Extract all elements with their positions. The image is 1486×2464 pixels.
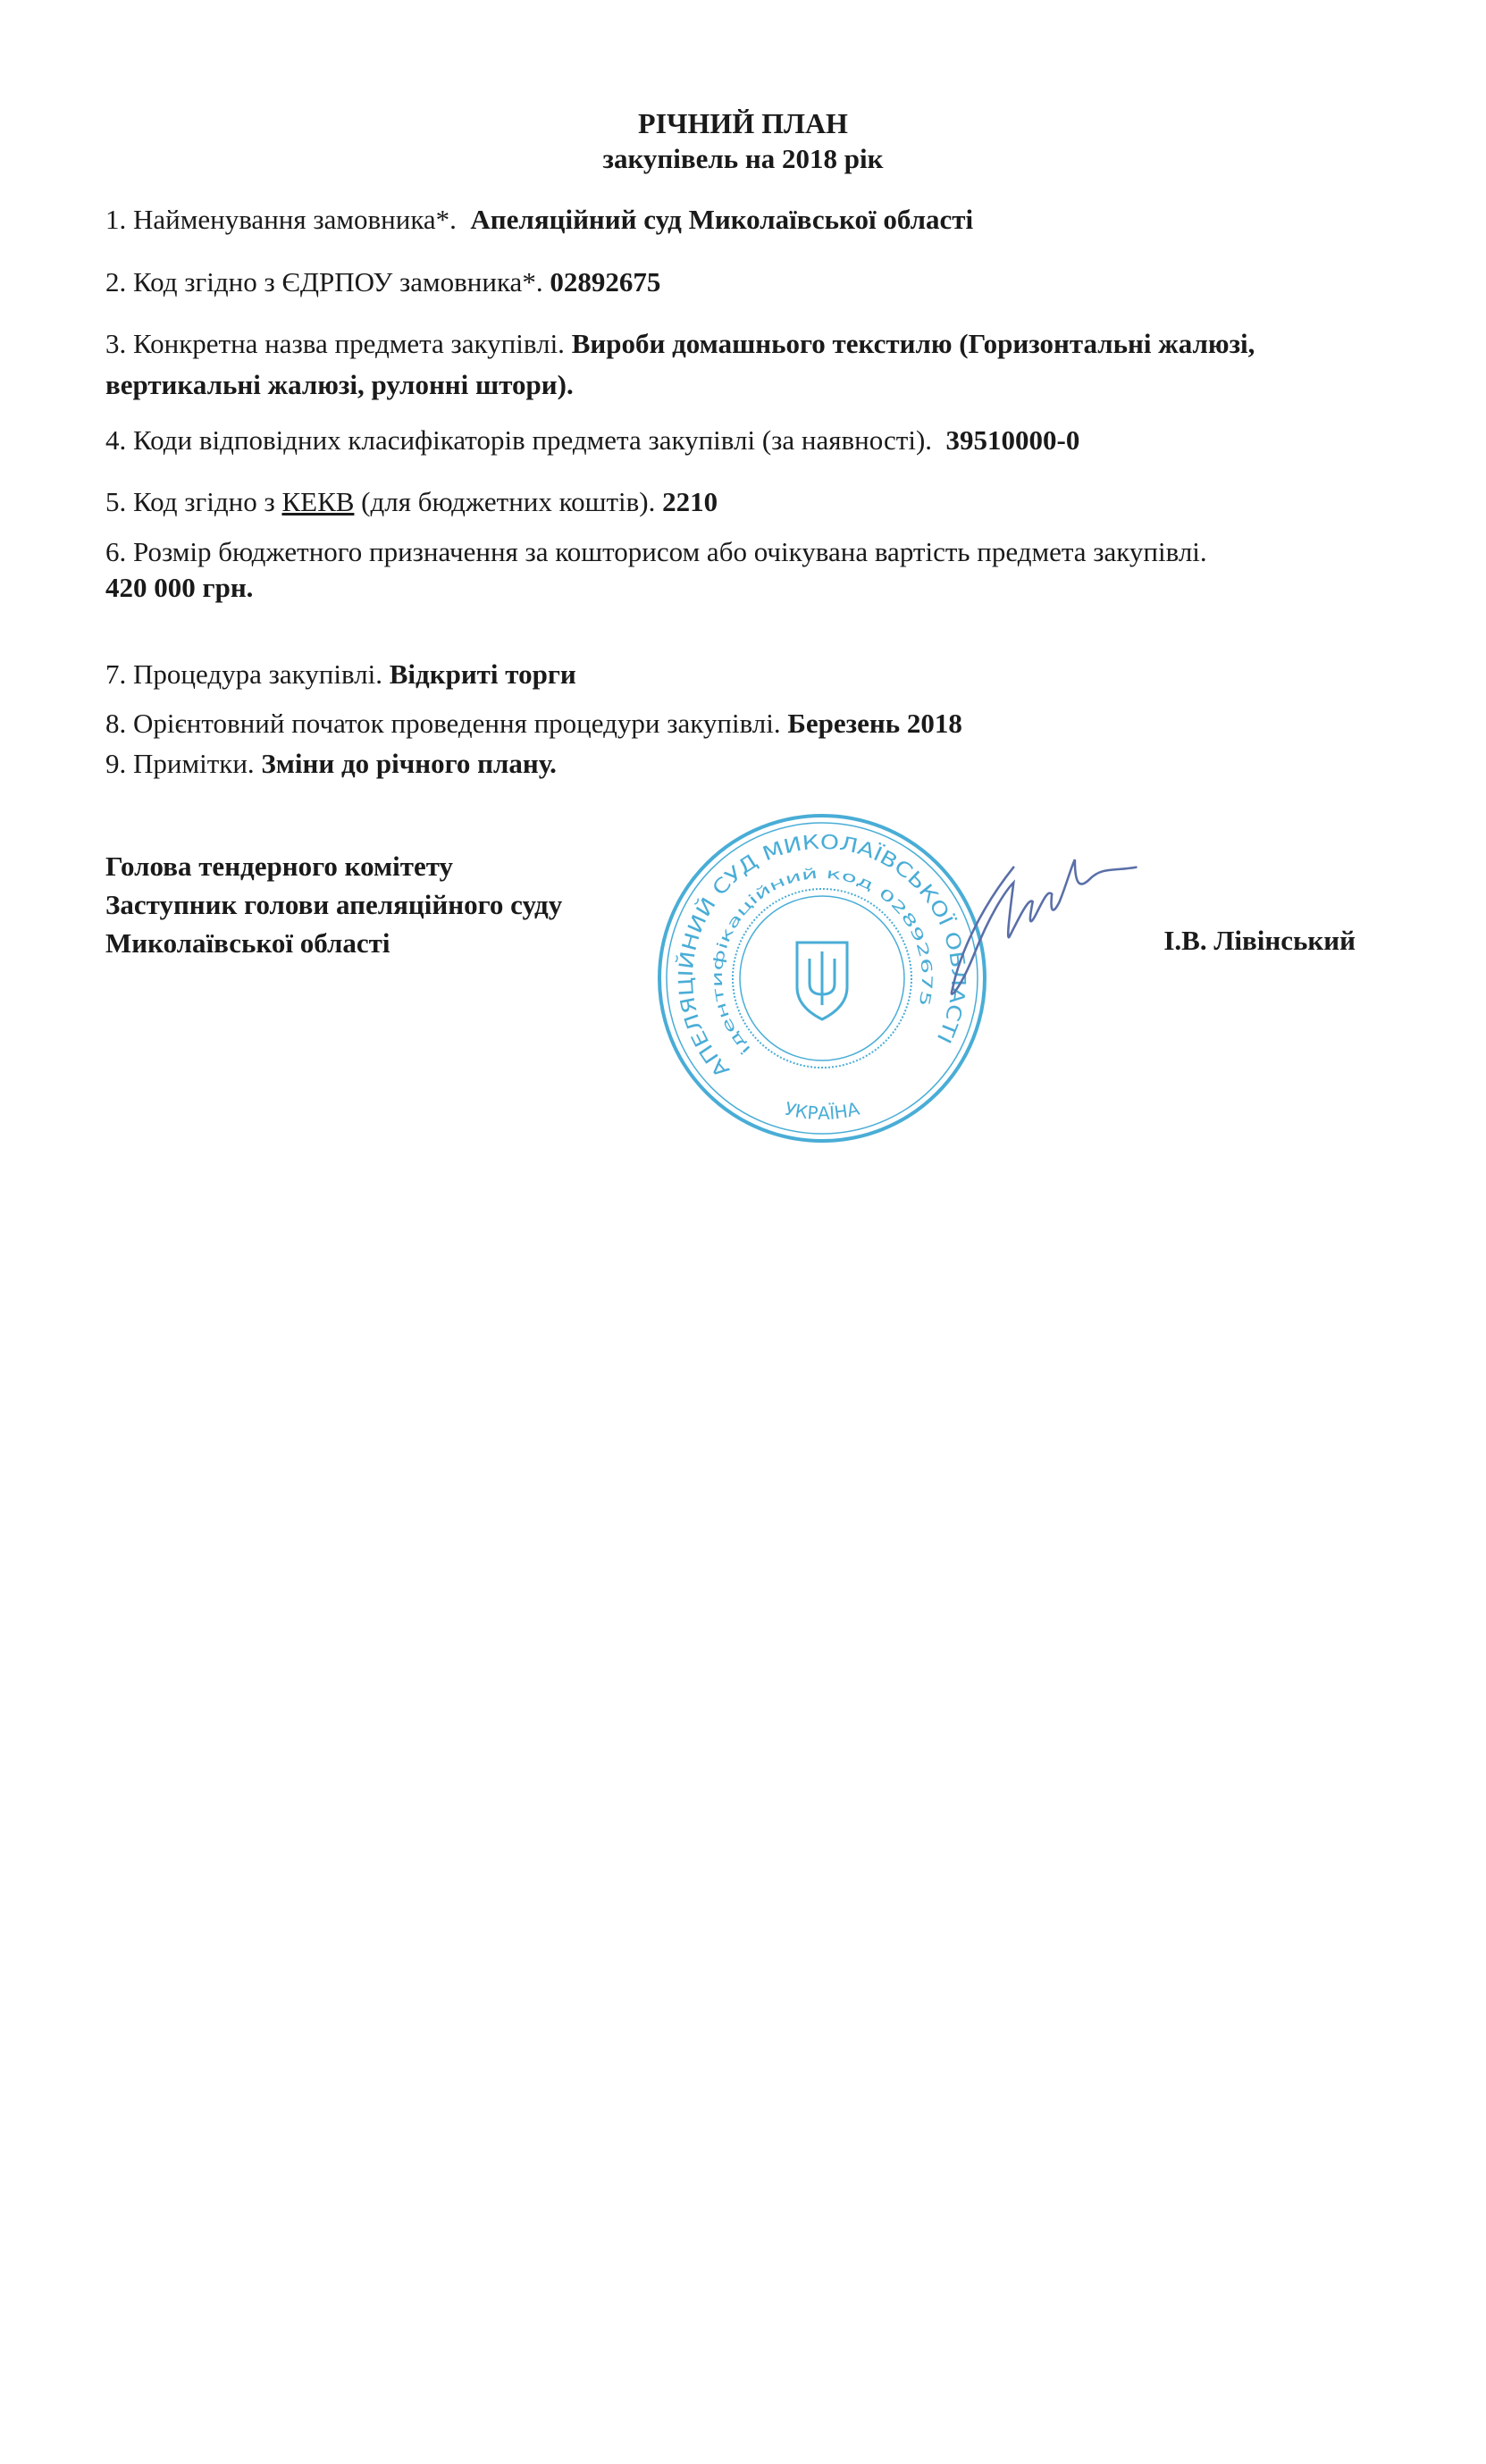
item-label: 8. Орієнтовний початок проведення процедури закупівлі. [105,708,781,739]
item-value: 420 000 грн. [105,572,254,603]
item-label: 4. Коди відповідних класифікаторів предмета закупівлі (за наявності). [105,424,933,456]
signatory-position [105,847,562,962]
item-procurement-subject [105,323,1339,406]
item-label: 7. Процедура закупівлі. [105,658,382,690]
item-customer-name [105,202,973,238]
handwritten-signature [929,831,1144,1018]
item-value: Березень 2018 [787,708,962,739]
item-value: Зміни до річного плану. [261,748,557,779]
signatory-name: І.В. Лівінський [1163,925,1356,956]
item-value: 02892675 [550,266,661,298]
item-label: 3. Конкретна назва предмета закупівлі. [105,328,565,359]
item-value: 2210 [662,486,718,517]
item-value: 39510000-0 [945,424,1080,456]
item-value: Апеляційний суд Миколаївської області [470,204,974,235]
stamp-bottom-text: УКРАЇНА [782,1097,862,1125]
position-line: Голова тендерного комітету [105,851,454,882]
item-label: 1. Найменування замовника*. [105,204,457,235]
kekv-link: КЕКВ [281,486,355,517]
item-budget [105,534,1285,606]
item-label: 6. Розмір бюджетного призначення за кошторисом або очікувана вартість предмета закупівлі. [105,536,1207,567]
svg-text:УКРАЇНА [783,1098,861,1124]
item-procedure [105,657,576,692]
document-subtitle: закупівель на 2018 рік [602,143,884,174]
item-classifier-codes [105,423,1079,458]
item-edrpou-code [105,264,660,300]
item-notes [105,746,557,782]
document-title: РІЧНИЙ ПЛАН [638,107,848,139]
stamp-outer-text: АПЕЛЯЦІЙНИЙ СУД МИКОЛАЇВСЬКОЇ ОБЛАСТІ [675,831,970,1082]
item-kekv-code [105,484,718,520]
item-value: Вироби домашнього текстилю (Горизонтальні жалюзі, вертикальні жалюзі, рулонні штори). [105,328,1255,400]
position-line: Заступник голови апеляційного суду [105,889,563,920]
position-line: Миколаївської області [105,927,390,959]
trident-emblem-icon [797,943,847,1019]
item-label-suffix: (для бюджетних коштів). [361,486,656,517]
item-start-date [105,706,962,742]
item-value: Відкриті торги [389,658,576,690]
stamp-inner-text: ідентифікаційний код 02892675 [708,864,936,1059]
item-label: 9. Примітки. [105,748,255,779]
item-label: 2. Код згідно з ЄДРПОУ замовника*. [105,266,543,298]
item-label-prefix: 5. Код згідно з [105,486,275,517]
